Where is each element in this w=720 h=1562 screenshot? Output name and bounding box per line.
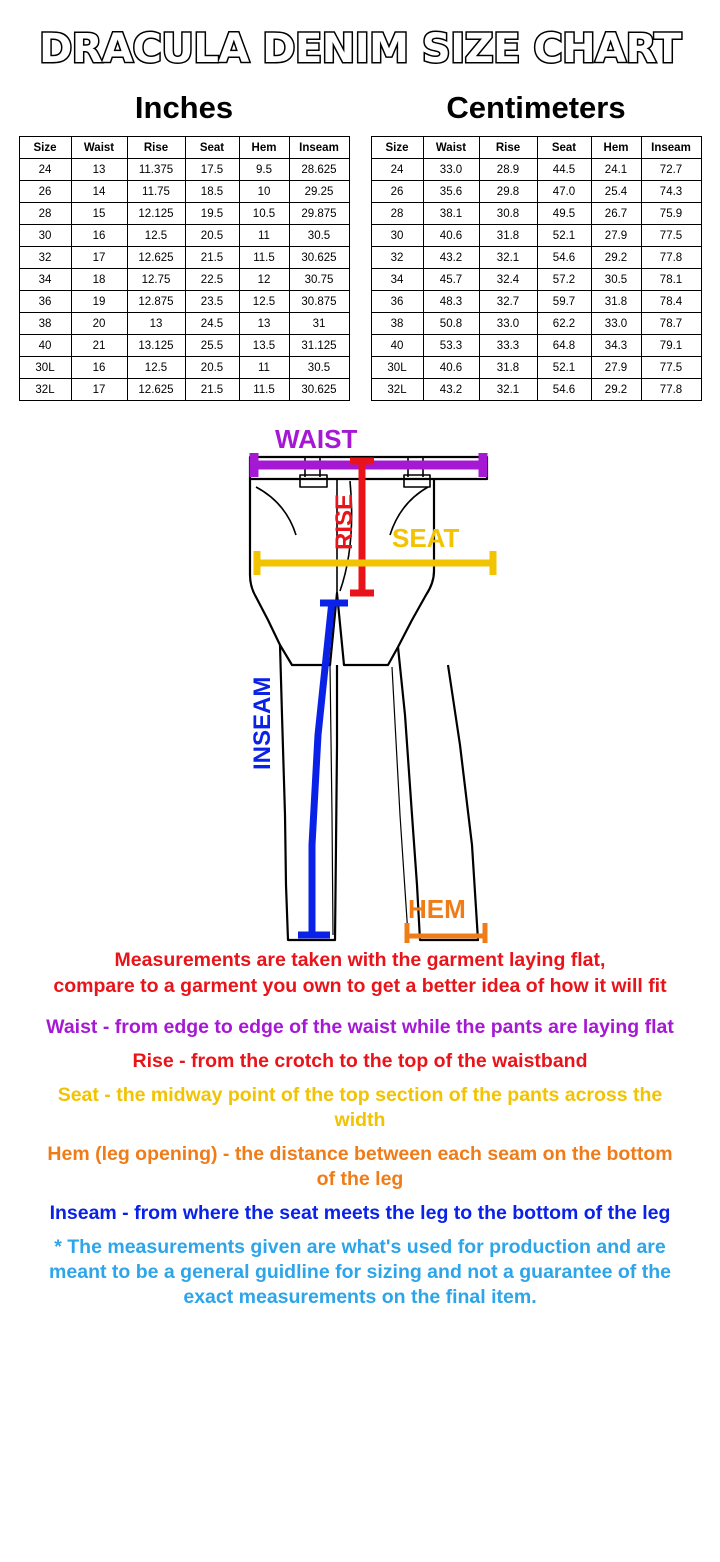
column-header: Size [371, 137, 423, 159]
table-cell: 57.2 [537, 269, 591, 291]
table-row [371, 335, 701, 357]
table-row [19, 225, 349, 247]
table-cell: 12.5 [239, 291, 289, 313]
table-row [371, 225, 701, 247]
table-cell: 32.4 [479, 269, 537, 291]
table-cell: 28 [371, 203, 423, 225]
table-cell: 33.3 [479, 335, 537, 357]
table-cell: 12.625 [127, 379, 185, 401]
measurement-notes [0, 947, 720, 999]
table-cell: 12.875 [127, 291, 185, 313]
table-cell: 40 [19, 335, 71, 357]
table-cell: 31.125 [289, 335, 349, 357]
column-header: Hem [239, 137, 289, 159]
table-cell: 13 [239, 313, 289, 335]
table-row [371, 181, 701, 203]
table-cell: 30.8 [479, 203, 537, 225]
table-cell: 48.3 [423, 291, 479, 313]
table-row [371, 379, 701, 401]
table-row [19, 291, 349, 313]
waist-label: WAIST [275, 424, 358, 454]
table-cell: 23.5 [185, 291, 239, 313]
table-row [371, 159, 701, 181]
table-cell: 14 [71, 181, 127, 203]
table-cell: 34.3 [591, 335, 641, 357]
table-cell: 25.5 [185, 335, 239, 357]
table-cell: 40.6 [423, 357, 479, 379]
table-cell: 24 [19, 159, 71, 181]
table-cell: 17.5 [185, 159, 239, 181]
column-header: Seat [537, 137, 591, 159]
inches-size-table [19, 136, 350, 401]
table-cell: 30L [371, 357, 423, 379]
column-header: Size [19, 137, 71, 159]
table-cell: 29.8 [479, 181, 537, 203]
inseam-label: INSEAM [249, 676, 276, 770]
table-cell: 13 [71, 159, 127, 181]
table-row [19, 335, 349, 357]
table-cell: 32 [19, 247, 71, 269]
table-cell: 29.2 [591, 247, 641, 269]
table-cell: 29.2 [591, 379, 641, 401]
table-cell: 34 [19, 269, 71, 291]
inches-table-block [14, 90, 354, 401]
measurement-definitions [0, 1015, 720, 1310]
table-cell: 30 [371, 225, 423, 247]
table-cell: 30.75 [289, 269, 349, 291]
size-tables [14, 90, 706, 401]
table-cell: 22.5 [185, 269, 239, 291]
table-cell: 11.75 [127, 181, 185, 203]
table-cell: 75.9 [641, 203, 701, 225]
column-header: Inseam [289, 137, 349, 159]
rise-label: RISE [331, 493, 358, 550]
column-header: Seat [185, 137, 239, 159]
table-cell: 50.8 [423, 313, 479, 335]
table-cell: 32.1 [479, 379, 537, 401]
table-cell: 53.3 [423, 335, 479, 357]
table-cell: 28.9 [479, 159, 537, 181]
table-cell: 45.7 [423, 269, 479, 291]
table-cell: 38 [19, 313, 71, 335]
table-cell: 32.1 [479, 247, 537, 269]
table-cell: 11.375 [127, 159, 185, 181]
table-cell: 21 [71, 335, 127, 357]
table-cell: 31 [289, 313, 349, 335]
table-cell: 20.5 [185, 357, 239, 379]
table-cell: 31.8 [591, 291, 641, 313]
table-cell: 21.5 [185, 379, 239, 401]
jeans-measurement-diagram [0, 415, 720, 945]
seat-measure-marker [255, 551, 495, 575]
table-row [371, 269, 701, 291]
table-cell: 11 [239, 357, 289, 379]
table-cell: 30 [19, 225, 71, 247]
table-cell: 77.5 [641, 225, 701, 247]
definition-inseam: Inseam - from where the seat meets the leg to the bottom of the leg [49, 1202, 671, 1224]
table-cell: 13.125 [127, 335, 185, 357]
table-cell: 17 [71, 247, 127, 269]
table-row [19, 203, 349, 225]
table-cell: 40.6 [423, 225, 479, 247]
table-cell: 24.1 [591, 159, 641, 181]
table-cell: 12 [239, 269, 289, 291]
table-cell: 26 [371, 181, 423, 203]
table-cell: 20 [71, 313, 127, 335]
centimeters-table-title: Centimeters [446, 90, 626, 125]
table-cell: 33.0 [479, 313, 537, 335]
table-cell: 52.1 [537, 225, 591, 247]
table-cell: 15 [71, 203, 127, 225]
table-cell: 29.25 [289, 181, 349, 203]
table-row [19, 313, 349, 335]
table-cell: 30.625 [289, 379, 349, 401]
table-cell: 62.2 [537, 313, 591, 335]
table-cell: 44.5 [537, 159, 591, 181]
table-cell: 54.6 [537, 379, 591, 401]
table-cell: 31.8 [479, 225, 537, 247]
table-cell: 24 [371, 159, 423, 181]
definition-waist: Waist - from edge to edge of the waist while the pants are laying flat [46, 1016, 674, 1038]
table-cell: 38 [371, 313, 423, 335]
table-cell: 79.1 [641, 335, 701, 357]
table-cell: 30.5 [289, 357, 349, 379]
table-cell: 11.5 [239, 379, 289, 401]
inches-table-title: Inches [134, 90, 234, 125]
table-cell: 32.7 [479, 291, 537, 313]
table-cell: 38.1 [423, 203, 479, 225]
table-cell: 43.2 [423, 379, 479, 401]
centimeters-table-block [366, 90, 706, 401]
table-row [371, 291, 701, 313]
table-cell: 12.125 [127, 203, 185, 225]
table-cell: 25.4 [591, 181, 641, 203]
table-cell: 30.5 [289, 225, 349, 247]
definition-seat: Seat - the midway point of the top section of the pants across the width [57, 1084, 663, 1131]
table-cell: 11 [239, 225, 289, 247]
table-row [19, 181, 349, 203]
table-cell: 47.0 [537, 181, 591, 203]
table-row [19, 357, 349, 379]
table-cell: 10.5 [239, 203, 289, 225]
table-cell: 49.5 [537, 203, 591, 225]
table-cell: 11.5 [239, 247, 289, 269]
table-cell: 32 [371, 247, 423, 269]
table-cell: 19.5 [185, 203, 239, 225]
table-cell: 78.4 [641, 291, 701, 313]
table-cell: 16 [71, 225, 127, 247]
table-cell: 78.7 [641, 313, 701, 335]
table-cell: 77.5 [641, 357, 701, 379]
table-cell: 10 [239, 181, 289, 203]
table-cell: 77.8 [641, 379, 701, 401]
table-cell: 12.5 [127, 357, 185, 379]
table-row [19, 269, 349, 291]
table-cell: 12.75 [127, 269, 185, 291]
table-cell: 9.5 [239, 159, 289, 181]
page-title: DRACULA DENIM SIZE CHART [39, 26, 681, 72]
table-row [371, 313, 701, 335]
table-cell: 27.9 [591, 357, 641, 379]
table-header-row [19, 137, 349, 159]
inseam-measure-marker [298, 601, 348, 935]
table-cell: 29.875 [289, 203, 349, 225]
table-cell: 12.5 [127, 225, 185, 247]
note-line-2: compare to a garment you own to get a better idea of how it will fit [53, 975, 667, 997]
centimeters-size-table [371, 136, 702, 401]
table-cell: 30.625 [289, 247, 349, 269]
table-cell: 31.8 [479, 357, 537, 379]
definition-rise: Rise - from the crotch to the top of the waistband [132, 1050, 588, 1072]
table-cell: 26.7 [591, 203, 641, 225]
table-row [371, 247, 701, 269]
table-cell: 35.6 [423, 181, 479, 203]
table-cell: 33.0 [423, 159, 479, 181]
table-cell: 12.625 [127, 247, 185, 269]
table-cell: 20.5 [185, 225, 239, 247]
note-line-1: Measurements are taken with the garment laying flat, [114, 949, 606, 971]
table-cell: 19 [71, 291, 127, 313]
table-cell: 30.5 [591, 269, 641, 291]
column-header: Rise [127, 137, 185, 159]
table-cell: 18.5 [185, 181, 239, 203]
table-header-row [371, 137, 701, 159]
column-header: Hem [591, 137, 641, 159]
table-cell: 27.9 [591, 225, 641, 247]
table-row [19, 159, 349, 181]
table-cell: 72.7 [641, 159, 701, 181]
table-cell: 34 [371, 269, 423, 291]
table-cell: 30.875 [289, 291, 349, 313]
table-row [371, 203, 701, 225]
table-cell: 33.0 [591, 313, 641, 335]
table-cell: 36 [19, 291, 71, 313]
table-cell: 74.3 [641, 181, 701, 203]
table-cell: 40 [371, 335, 423, 357]
table-cell: 28 [19, 203, 71, 225]
table-cell: 36 [371, 291, 423, 313]
column-header: Inseam [641, 137, 701, 159]
seat-label: SEAT [392, 523, 460, 553]
table-cell: 64.8 [537, 335, 591, 357]
table-cell: 16 [71, 357, 127, 379]
table-cell: 32L [19, 379, 71, 401]
table-cell: 13 [127, 313, 185, 335]
table-cell: 59.7 [537, 291, 591, 313]
column-header: Waist [71, 137, 127, 159]
column-header: Waist [423, 137, 479, 159]
table-cell: 26 [19, 181, 71, 203]
table-cell: 13.5 [239, 335, 289, 357]
table-cell: 17 [71, 379, 127, 401]
table-row [19, 247, 349, 269]
table-cell: 24.5 [185, 313, 239, 335]
table-cell: 28.625 [289, 159, 349, 181]
definition-star: * The measurements given are what's used for production and are meant to be a general guidline for sizing and not a guarantee of the exact measurements on the final item. [49, 1236, 671, 1308]
table-cell: 77.8 [641, 247, 701, 269]
table-cell: 78.1 [641, 269, 701, 291]
table-cell: 54.6 [537, 247, 591, 269]
table-cell: 52.1 [537, 357, 591, 379]
hem-label: HEM [408, 894, 466, 924]
definition-hem: Hem (leg opening) - the distance between each seam on the bottom of the leg [47, 1143, 673, 1190]
table-row [371, 357, 701, 379]
column-header: Rise [479, 137, 537, 159]
table-row [19, 379, 349, 401]
table-cell: 21.5 [185, 247, 239, 269]
table-cell: 32L [371, 379, 423, 401]
table-cell: 30L [19, 357, 71, 379]
table-cell: 18 [71, 269, 127, 291]
table-cell: 43.2 [423, 247, 479, 269]
